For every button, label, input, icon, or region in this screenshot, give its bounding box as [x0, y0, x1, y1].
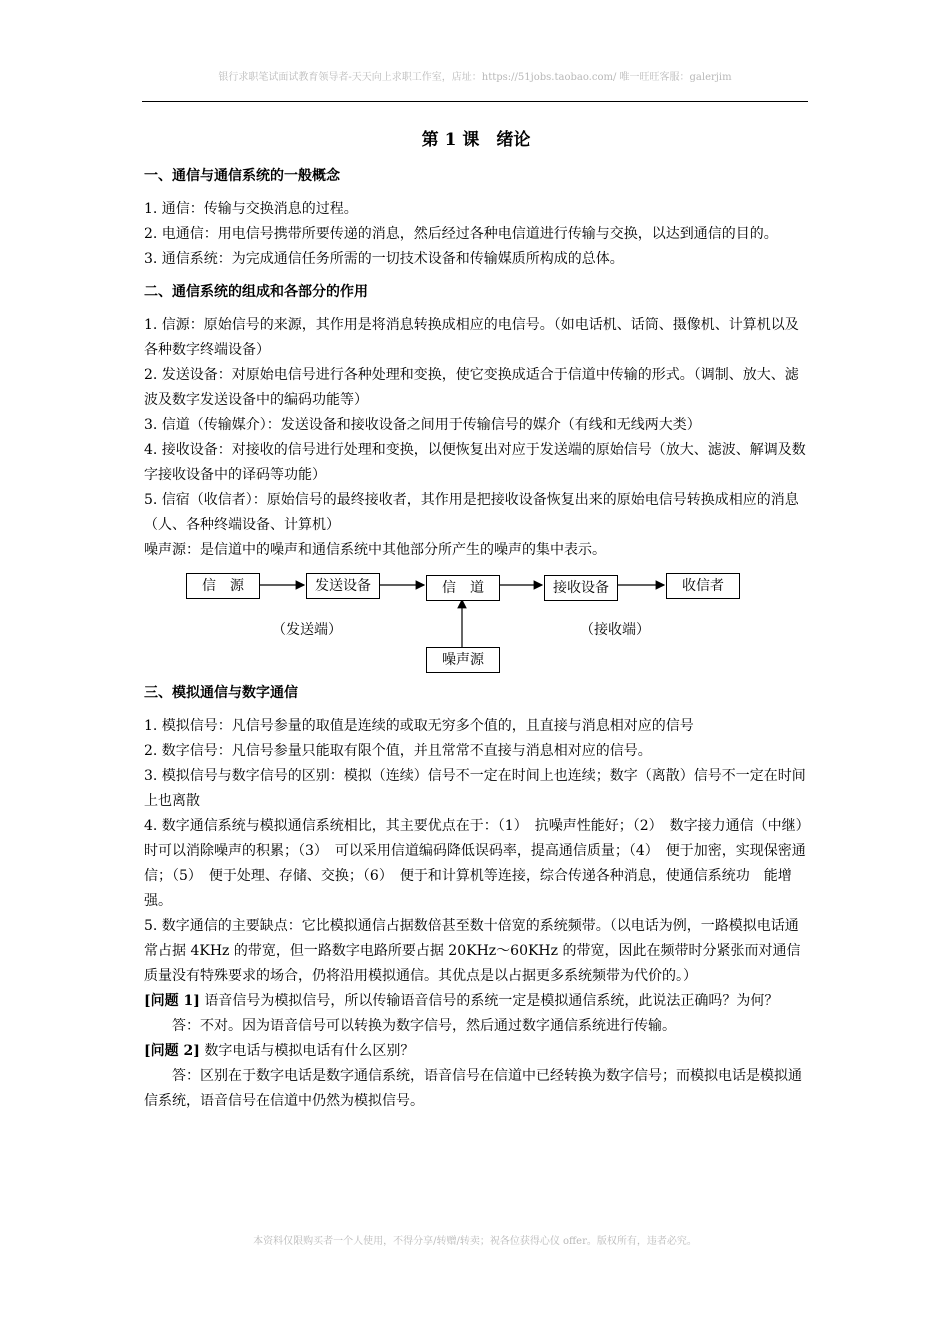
header-rule	[142, 101, 808, 102]
diagram-label-receive-end: （接收端）	[580, 622, 650, 638]
diagram-label-send-end: （发送端）	[272, 622, 342, 638]
answer-2: 答：区别在于数字电话是数字通信系统，语音信号在信道中已经转换为数字信号；而模拟电话是模拟通信系统，语音信号在信道中仍然为模拟信号。	[144, 1068, 802, 1109]
paragraph: 1. 信源：原始信号的来源，其作用是将消息转换成相应的电信号。（如电话机、话筒、摄像机、计算机以及各种数字终端设备）	[144, 317, 799, 358]
paragraph: 1. 通信：传输与交换消息的过程。	[144, 201, 358, 217]
paragraph: 4. 接收设备：对接收的信号进行处理和变换，以便恢复出对应于发送端的原始信号（放大、滤波、解调及数字接收设备中的译码等功能）	[144, 442, 806, 483]
answer-1: 答：不对。因为语音信号可以转换为数字信号，然后通过数字通信系统进行传输。	[172, 1018, 676, 1034]
question-label: [问题 2]	[144, 1043, 200, 1059]
diagram-box-receiver: 接收设备	[544, 575, 618, 601]
diagram-box-source: 信 源	[186, 573, 260, 599]
diagram-box-sink: 收信者	[666, 573, 740, 599]
section-heading-2: 二、通信系统的组成和各部分的作用	[144, 284, 368, 300]
paragraph: 4. 数字通信系统与模拟通信系统相比，其主要优点在于：（1） 抗噪声性能好；（2） 数字接力通信（中继）时可以消除噪声的积累；（3） 可以采用信道编码降低误码率，提高通信质量；（4） 便于加密，实现保密通信；（5） 便于处理、存储、交换；（6） 便于和计算机等连接，综合传递各种消息，使通信系统功 能增强。	[144, 818, 806, 909]
document-body	[144, 126, 808, 1114]
diagram-box-channel: 信 道	[426, 575, 500, 601]
page-footer: 本资料仅限购买者一个人使用，不得分享/转赠/转卖；祝各位获得心仪 offer。版权所有，违者必究。	[253, 1236, 697, 1247]
question-label: [问题 1]	[144, 993, 200, 1009]
question-1	[144, 989, 808, 1014]
page-header: 银行求职笔试面试教育领导者-天天向上求职工作室，店址：https://51jobs.taobao.com/ 唯一旺旺客服：galerjim	[218, 72, 732, 83]
paragraph: 2. 电通信：用电信号携带所要传递的消息，然后经过各种电信道进行传输与交换，以达到通信的目的。	[144, 226, 778, 242]
question-2	[144, 1039, 808, 1064]
page-title: 第 1 课 绪论	[421, 130, 531, 150]
paragraph: 3. 信道（传输媒介）：发送设备和接收设备之间用于传输信号的媒介（有线和无线两大类）	[144, 417, 701, 433]
paragraph: 2. 数字信号：凡信号参量只能取有限个值，并且常常不直接与消息相对应的信号。	[144, 743, 652, 759]
question-text: 数字电话与模拟电话有什么区别？	[199, 1043, 415, 1059]
paragraph: 3. 模拟信号与数字信号的区别：模拟（连续）信号不一定在时间上也连续；数字（离散）信号不一定在时间上也离散	[144, 768, 806, 809]
section-heading-1: 一、通信与通信系统的一般概念	[144, 168, 340, 184]
paragraph: 5. 数字通信的主要缺点：它比模拟通信占据数倍甚至数十倍宽的系统频带。（以电话为例，一路模拟电话通常占据 4KHz 的带宽，但一路数字电路所要占据 20KHz～60KHz 的带宽，因此在频带时分紧张而对通信质量没有特殊要求的场合，仍将沿用模拟通信。其优点是以占据更多系统频带为代价的。）	[144, 918, 801, 984]
paragraph: 3. 通信系统：为完成通信任务所需的一切技术设备和传输媒质所构成的总体。	[144, 251, 624, 267]
section-heading-3: 三、模拟通信与数字通信	[144, 685, 298, 701]
paragraph: 5. 信宿（收信者）：原始信号的最终接收者，其作用是把接收设备恢复出来的原始电信号转换成相应的消息（人、各种终端设备、计算机）	[144, 492, 799, 533]
question-text: 语音信号为模拟信号，所以传输语音信号的系统一定是模拟通信系统，此说法正确吗？为何？	[199, 993, 779, 1009]
paragraph: 噪声源：是信道中的噪声和通信系统中其他部分所产生的噪声的集中表示。	[144, 542, 606, 558]
paragraph: 2. 发送设备：对原始电信号进行各种处理和变换，使它变换成适合于信道中传输的形式。（调制、放大、滤波及数字发送设备中的编码功能等）	[144, 367, 799, 408]
paragraph: 1. 模拟信号：凡信号参量的取值是连续的或取无穷多个值的，且直接与消息相对应的信号	[144, 718, 694, 734]
communication-system-diagram	[144, 565, 808, 673]
diagram-box-noise: 噪声源	[426, 647, 500, 673]
diagram-box-transmitter: 发送设备	[306, 573, 380, 599]
